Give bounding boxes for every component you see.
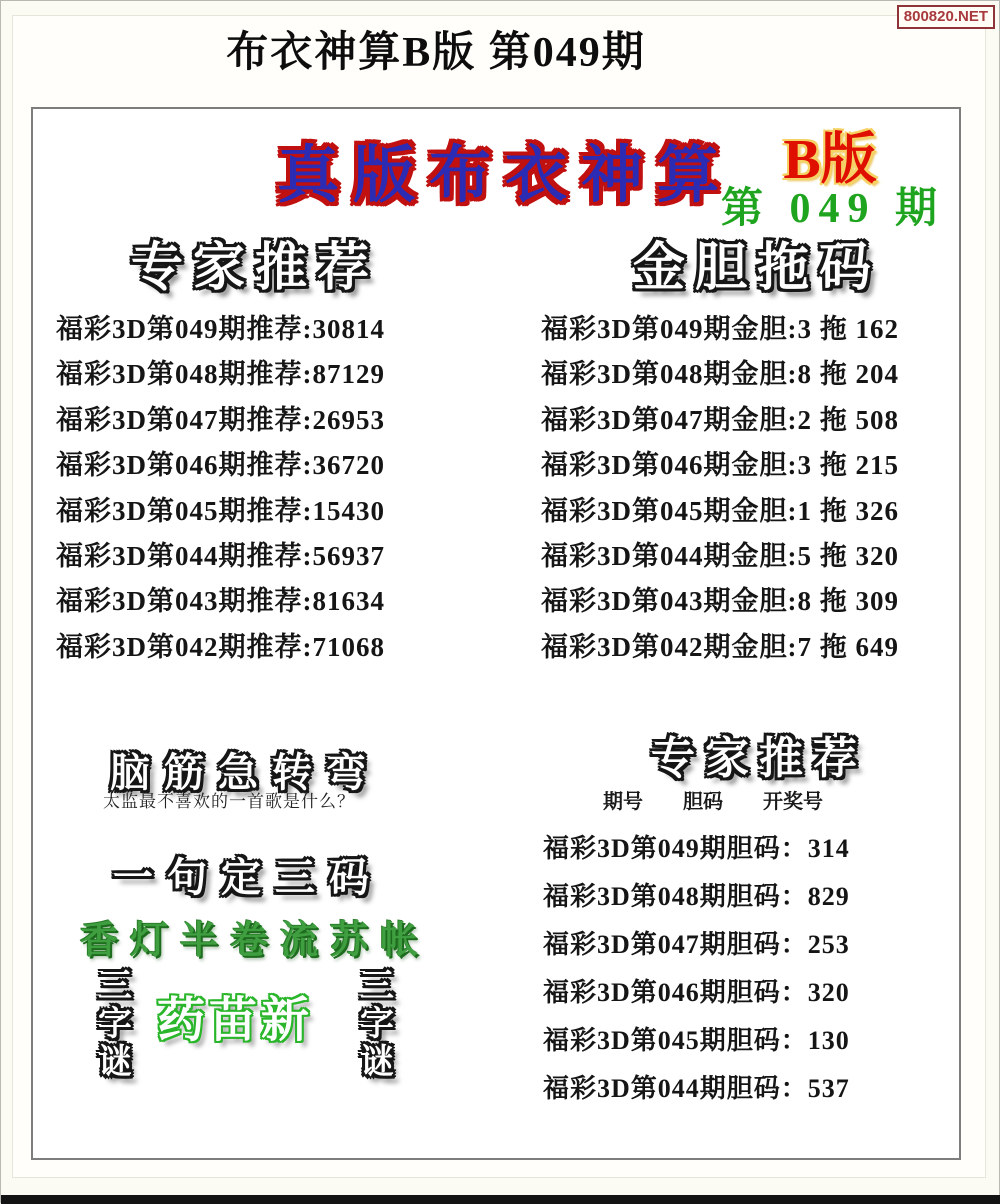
list-item: 福彩3D第043期推荐:81634 xyxy=(56,586,385,617)
list-item: 福彩3D第047期推荐:26953 xyxy=(56,404,385,435)
list-item: 福彩3D第045期推荐:15430 xyxy=(56,495,385,526)
edition-label: B版 xyxy=(783,129,877,191)
expert-dan-title: 专家推荐 xyxy=(651,734,867,783)
gold-dan-list xyxy=(541,307,899,670)
list-item: 福彩3D第048期推荐:87129 xyxy=(56,359,385,390)
one-sentence-phrase: 香灯半卷流苏帐 xyxy=(79,920,431,962)
gold-dan-title: 金胆拖码 xyxy=(632,240,882,297)
list-item: 福彩3D第045期胆码：130 xyxy=(543,1026,850,1055)
site-badge: 800820.NET xyxy=(897,5,995,29)
list-item: 福彩3D第043期金胆:8 拖 309 xyxy=(541,586,899,617)
three-char-riddle-label-right: 三字谜 xyxy=(354,967,392,1081)
expert-recommend-title: 专家推荐 xyxy=(130,240,380,297)
list-item: 福彩3D第048期胆码：829 xyxy=(543,882,850,911)
list-item: 福彩3D第046期推荐:36720 xyxy=(56,450,385,481)
list-item: 福彩3D第044期推荐:56937 xyxy=(56,540,385,571)
column-header-result: 开奖号 xyxy=(763,791,823,813)
three-char-riddle-label-left: 三字谜 xyxy=(92,967,130,1081)
list-item: 福彩3D第045期金胆:1 拖 326 xyxy=(541,495,899,526)
issue-number: 第 049 期 xyxy=(720,186,946,232)
list-item: 福彩3D第047期胆码：253 xyxy=(543,930,850,959)
page-title: 布衣神算B版 第049期 xyxy=(226,30,646,76)
masthead-title: 真版布衣神算 xyxy=(276,142,734,210)
list-item: 福彩3D第049期金胆:3 拖 162 xyxy=(541,314,899,344)
one-sentence-title: 一句定三码 xyxy=(113,855,383,900)
list-item: 福彩3D第042期金胆:7 拖 649 xyxy=(541,631,899,662)
expert-recommend-list xyxy=(56,307,385,670)
brain-teaser-question: 太监最不喜欢的一首歌是什么？ xyxy=(103,792,355,811)
expert-dan-columns xyxy=(603,785,823,814)
expert-dan-list xyxy=(543,825,850,1113)
list-item: 福彩3D第047期金胆:2 拖 508 xyxy=(541,404,899,435)
list-item: 福彩3D第049期推荐:30814 xyxy=(56,314,385,344)
three-char-riddle-answer: 药苗新 xyxy=(156,994,314,1047)
brain-teaser-title: 脑筋急转弯 xyxy=(110,750,380,795)
list-item: 福彩3D第046期金胆:3 拖 215 xyxy=(541,450,899,481)
column-header-period: 期号 xyxy=(603,791,643,813)
list-item: 福彩3D第042期推荐:71068 xyxy=(56,631,385,662)
list-item: 福彩3D第049期胆码：314 xyxy=(543,834,850,863)
list-item: 福彩3D第044期金胆:5 拖 320 xyxy=(541,540,899,571)
main-chart-box xyxy=(31,107,961,1160)
column-header-dan: 胆码 xyxy=(683,791,723,813)
list-item: 福彩3D第048期金胆:8 拖 204 xyxy=(541,359,899,390)
list-item: 福彩3D第046期胆码：320 xyxy=(543,978,850,1007)
list-item: 福彩3D第044期胆码：537 xyxy=(543,1074,850,1103)
